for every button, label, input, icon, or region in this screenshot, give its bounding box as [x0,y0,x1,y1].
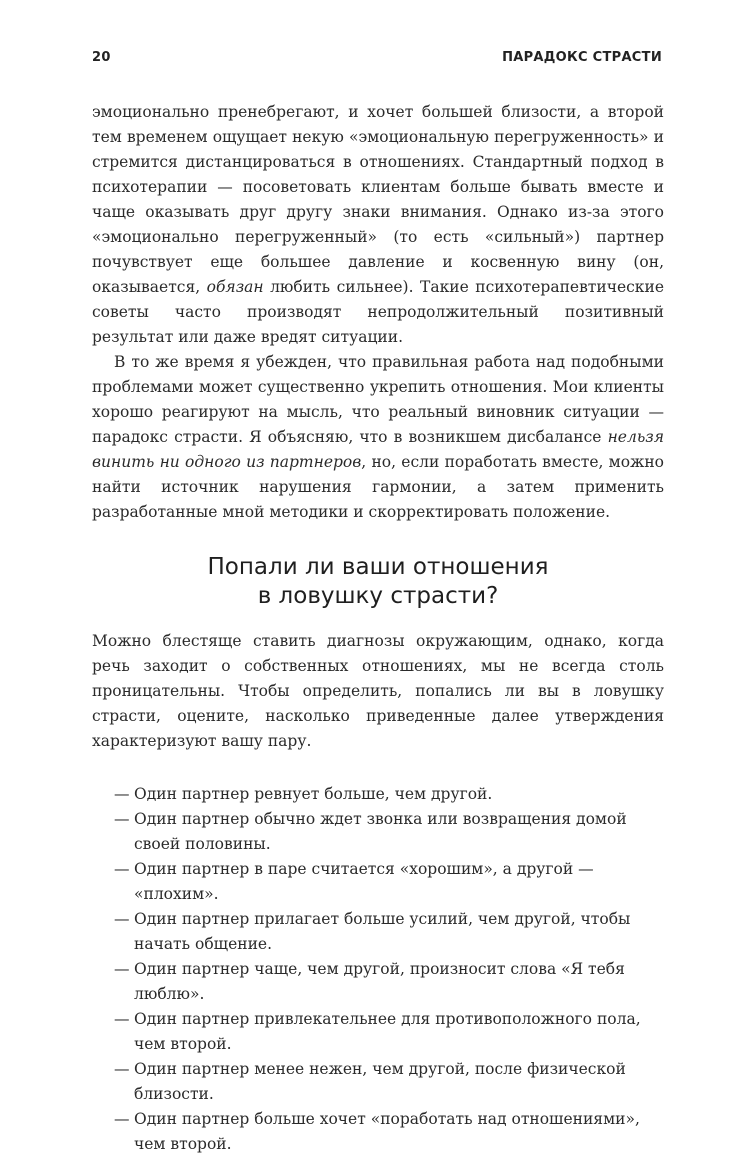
list-item [92,1107,664,1157]
list-item-text: Один партнер привлекательнее для противоположного пола, чем второй. [134,1010,641,1053]
dash-bullet: — [114,1110,130,1128]
list-item [92,1057,664,1107]
list-item-text: Один партнер больше хочет «поработать над отношениями», чем второй. [134,1110,640,1153]
list-item-text: Один партнер обычно ждет звонка или возвращения домой своей половины. [134,810,627,853]
paragraph-text: любить сильнее). Такие психотерапевтические советы часто производят непродолжительный позитивный результат или даже вредят ситуации. [92,278,664,346]
emphasis-text: нельзя винить ни одного из партнеров [92,428,664,471]
emphasis-text: обязан [206,278,264,296]
list-item [92,907,664,957]
list-item [92,857,664,907]
paragraph-text: , но, если поработать вместе, можно найти источник нарушения гармонии, а затем применить разработанные мной методики и скорректировать положение. [92,453,664,521]
list-item [92,1007,664,1057]
running-title: ПАРАДОКС СТРАСТИ [502,50,662,65]
statement-list [92,782,664,1157]
intro-paragraph: Можно блестяще ставить диагнозы окружающим, однако, когда речь заходит о собственных отношениях, мы не всегда столь проницательны. Чтобы определить, попались ли вы в ловушку страсти, оцените, насколько приведенные далее утверждения характеризуют вашу пару. [92,632,664,750]
dash-bullet: — [114,810,130,828]
paragraph-text: В то же время я убежден, что правильная работа над подобными проблемами может существенно укрепить отношения. Мои клиенты хорошо реагируют на мысль, что реальный виновник ситуации — парадокс страсти. Я объясняю, что в возникшем дисбалансе [92,353,664,446]
list-item-text: Один партнер ревнует больше, чем другой. [134,785,493,803]
page-header [92,50,662,70]
list-item-text: Один партнер чаще, чем другой, произносит слова «Я тебя люблю». [134,960,625,1003]
list-item [92,957,664,1007]
list-item-text: Один партнер прилагает больше усилий, чем другой, чтобы начать общение. [134,910,631,953]
dash-bullet: — [114,1010,130,1028]
page-number: 20 [92,50,111,65]
section-heading [92,553,664,611]
section-heading-line: Попали ли ваши отношения [207,554,549,580]
dash-bullet: — [114,1060,130,1078]
list-item-text: Один партнер в паре считается «хорошим», а другой — «плохим». [134,860,594,903]
list-item [92,807,664,857]
dash-bullet: — [114,785,130,803]
dash-bullet: — [114,960,130,978]
dash-bullet: — [114,910,130,928]
page-body [92,100,664,1157]
list-item [92,782,664,807]
paragraph-continued [92,100,664,350]
paragraph-text: эмоционально пренебрегают, и хочет большей близости, а второй тем временем ощущает некую «эмоциональную перегруженность» и стремится дистанцироваться в отношениях. Стандартный подход в психотерапии — посоветовать клиентам больше бывать вместе и чаще оказывать друг другу знаки внимания. Однако из-за этого «эмоционально перегруженный» (то есть «сильный») партнер почувствует еще большее давление и косвенную вину (он, оказывается, [92,103,664,296]
list-item-text: Один партнер менее нежен, чем другой, после физической близости. [134,1060,626,1103]
dash-bullet: — [114,860,130,878]
paragraph [92,350,664,525]
section-heading-line: в ловушку страсти? [257,583,499,609]
